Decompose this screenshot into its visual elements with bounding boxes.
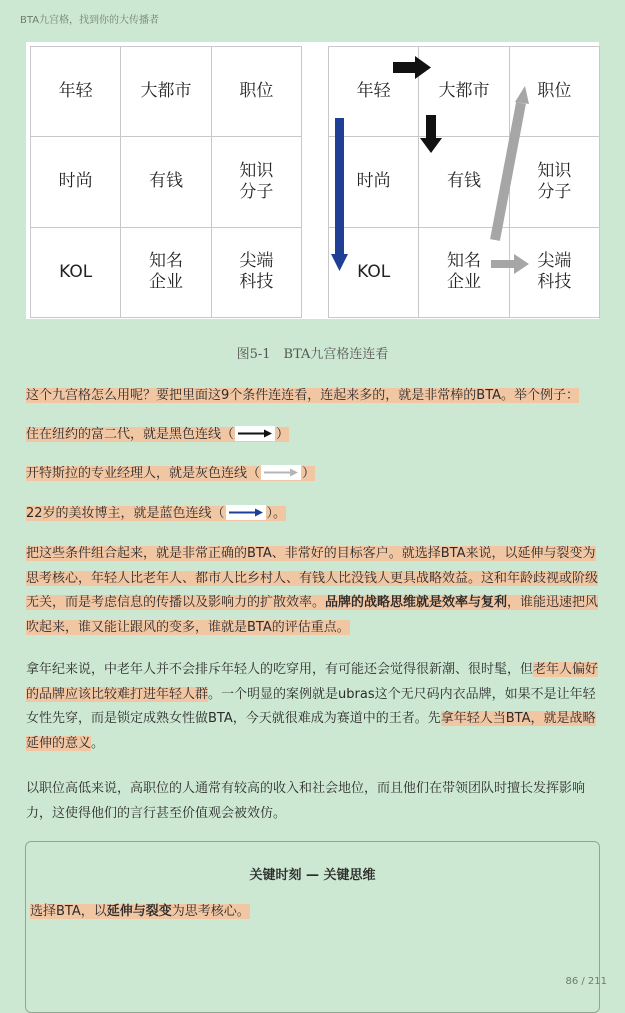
book-title: BTA九宫格，找到你的大传播者 (20, 15, 160, 26)
right-grid-cell: 知识 分子 (510, 137, 600, 227)
right-grid-cell: 大都市 (419, 47, 509, 137)
left-grid-cell: 尖端 科技 (212, 228, 302, 318)
paragraph-intro: 这个九宫格怎么用呢？要把里面这9个条件连连看，连起来多的，就是非常棒的BTA。举个例子： (26, 388, 580, 403)
paragraph-position: 以职位高低来说，高职位的人通常有较高的收入和社会地位，而且他们在带领团队时擅长发挥影响力，这使得他们的言行甚至价值观会被效仿。 (26, 781, 586, 821)
right-grid-cell: 时尚 (329, 137, 419, 227)
right-grid-cell: 职位 (510, 47, 600, 137)
right-grid-cell: 年轻 (329, 47, 419, 137)
left-grid-cell: 有钱 (121, 137, 211, 227)
left-grid-cell: 时尚 (31, 137, 121, 227)
figure-caption: 图5-1 BTA九宫格连连看 (236, 347, 389, 362)
right-grid-cell: 尖端 科技 (510, 228, 600, 318)
gray-line-icon (261, 465, 301, 480)
left-grid-cell: KOL (31, 228, 121, 318)
right-grid-cell: 有钱 (419, 137, 509, 227)
black-line-icon (235, 426, 275, 441)
page-number: 86 / 211 (565, 976, 607, 987)
paragraph-combination: 把这些条件组合起来，就是非常正确的BTA、非常好的目标客户。就选择BTA来说，以延伸与裂变为思考核心，年轻人比老年人、都市人比乡村人、有钱人比没钱人更具战略效益。这和年龄歧视或阶级无关，而是考虑信息的传播以及影响力的扩散效率。品牌的战略思维就是效率与复利，谁能迅速把风吹起来，谁又能让跟风的变多，谁就是BTA的评估重点。 (26, 546, 599, 635)
callout-title: 关键时刻 — 关键思维 (249, 868, 376, 883)
example-gray-line: 开特斯拉的专业经理人，就是灰色连线（ ） (26, 466, 316, 481)
left-grid-cell: 职位 (212, 47, 302, 137)
right-grid-cell: KOL (329, 228, 419, 318)
blue-line-icon (226, 505, 266, 520)
paragraph-age: 拿年纪来说，中老年人并不会排斥年轻人的吃穿用，有可能还会觉得很新潮、很时髦，但老年人偏好的品牌应该比较难打进年轻人群。一个明显的案例就是ubras这个无尺码内衣品牌，如果不是让年轻女性先穿，而是锁定成熟女性做BTA，今天就很难成为赛道中的王者。先拿年轻人当BTA，就是战略延伸的意义。 (26, 662, 599, 751)
example-blue-line: 22岁的美妆博主，就是蓝色连线（ ）。 (26, 506, 287, 521)
left-grid-cell: 大都市 (121, 47, 211, 137)
left-grid-cell: 知识 分子 (212, 137, 302, 227)
left-grid-cell: 知名 企业 (121, 228, 211, 318)
callout-box (25, 841, 600, 1013)
left-grid-cell: 年轻 (31, 47, 121, 137)
nine-grid-left (30, 46, 302, 318)
right-grid-cell: 知名 企业 (419, 228, 509, 318)
nine-grid-right (328, 46, 600, 318)
example-black-line: 住在纽约的富二代，就是黑色连线（ ） (26, 427, 290, 442)
nine-grid-figure (26, 42, 599, 319)
callout-body: 选择BTA，以延伸与裂变为思考核心。 (30, 904, 250, 919)
